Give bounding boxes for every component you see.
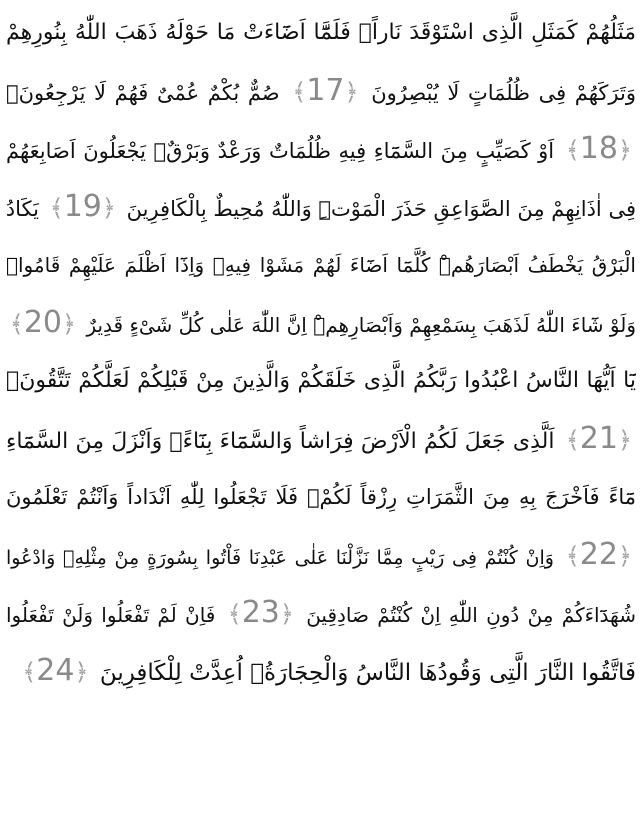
verse-text: فَاتَّقُوا النَّارَ الَّتِى وَقُودُهَا النَّاسُ وَالْحِجَارَةُۚ اُعِدَّتْ لِلْكَافِرِينَ — [99, 660, 636, 686]
text-line-5 — [6, 236, 636, 294]
text-line-8 — [6, 410, 636, 468]
verse-text: يَكَادُ — [6, 197, 39, 221]
verse-number-marker — [18, 642, 92, 700]
text-line-2 — [6, 62, 636, 120]
verse-text: صُمٌّ بُكْمٌ عُمْىٌ فَهُمْ لَا يَرْجِعُونَۙ — [6, 81, 280, 105]
ornament-left-icon: ﴾ — [9, 310, 24, 338]
text-line-6 — [6, 294, 636, 352]
verse-number: 21 — [579, 421, 618, 456]
verse-text: وَتَرَكَهُمْ فِى ظُلُمَاتٍ لَا يُبْصِرُونَ — [371, 81, 636, 105]
verse-number: 23 — [241, 595, 280, 630]
text-line-7 — [6, 352, 636, 410]
ornament-left-icon: ﴾ — [565, 426, 580, 454]
verse-text: اَوْ كَصَيِّبٍ مِنَ السَّمَٓاءِ فِيهِ ظُلُمَاتٌ وَرَعْدٌ وَبَرْقٌۚ يَجْعَلُونَ اَصَابِعَهُمْ — [6, 139, 555, 163]
ornament-right-icon: ﴿ — [62, 310, 77, 338]
verse-text: وَلَوْ شَٓاءَ اللّٰهُ لَذَهَبَ بِسَمْعِهِمْ وَاَبْصَارِهِمْۜ اِنَّ اللّٰهَ عَلٰى كُلِّ شَیْءٍ قَدِيرٌ — [86, 313, 636, 337]
verse-text: وَاِنْ كُنْتُمْ فِى رَيْبٍ مِمَّا نَزَّلْنَا عَلٰى عَبْدِنَا فَاْتُوا بِسُورَةٍ مِنْ مِثْلِهِۖ وَادْعُوا — [6, 547, 554, 569]
text-line-10 — [6, 526, 636, 584]
ornament-right-icon: ﴿ — [344, 78, 359, 106]
verse-text: اَلَّذِى جَعَلَ لَكُمُ الْاَرْضَ فِرَاشاً وَالسَّمَٓاءَ بِنَٓاءًۖ وَاَنْزَلَ مِنَ السَّمَٓاءِ — [6, 429, 555, 454]
ornament-right-icon: ﴿ — [74, 658, 89, 686]
verse-number-marker — [562, 120, 636, 178]
verse-number-marker — [46, 178, 120, 236]
verse-number-marker — [224, 584, 298, 642]
ornament-left-icon: ﴾ — [565, 136, 580, 164]
ornament-right-icon: ﴿ — [617, 542, 632, 570]
ornament-right-icon: ﴿ — [279, 600, 294, 628]
verse-text: مَثَلُهُمْ كَمَثَلِ الَّذِى اسْتَوْقَدَ نَاراًۚ فَلَمَّٓا اَضَٓاءَتْ مَا حَوْلَهُ ذَهَبَ اللّٰهُ بِنُورِهِمْ — [6, 20, 636, 45]
ornament-left-icon: ﴾ — [22, 658, 37, 686]
text-line-9 — [6, 468, 636, 526]
verse-text: شُهَدَٓاءَكُمْ مِنْ دُونِ اللّٰهِ اِنْ كُنْتُمْ صَادِقِينَ — [306, 603, 636, 627]
verse-text: الْبَرْقُ يَخْطَفُ اَبْصَارَهُمْۜ كُلَّمَٓا اَضَٓاءَ لَهُمْ مَشَوْا فِيهِۙ وَاِذَٓا اَظْلَمَ عَلَيْهِمْ قَامُواۜ — [6, 253, 636, 277]
ornament-right-icon: ﴿ — [617, 426, 632, 454]
verse-text: مَٓاءً فَاَخْرَجَ بِهِ مِنَ الثَّمَرَاتِ رِزْقاً لَكُمْۚ فَلَا تَجْعَلُوا لِلّٰهِ اَنْدَاداً وَاَنْتُمْ تَعْلَمُونَ — [6, 485, 636, 509]
verse-number-marker — [562, 410, 636, 468]
ornament-right-icon: ﴿ — [617, 136, 632, 164]
text-line-4 — [6, 178, 636, 236]
ornament-left-icon: ﴾ — [49, 194, 64, 222]
verse-number: 24 — [36, 653, 75, 688]
text-line-1 — [6, 4, 636, 62]
verse-number: 19 — [63, 189, 102, 224]
ornament-left-icon: ﴾ — [565, 542, 580, 570]
ornament-right-icon: ﴿ — [101, 194, 116, 222]
text-line-11 — [6, 584, 636, 642]
verse-number: 22 — [579, 537, 618, 572]
verse-number: 17 — [306, 73, 345, 108]
verse-number: 20 — [23, 305, 63, 340]
ornament-left-icon: ﴾ — [292, 78, 307, 106]
verse-text: فِى اٰذَانِهِمْ مِنَ الصَّوَاعِقِ حَذَرَ الْمَوْتِۜ وَاللّٰهُ مُحِيطٌ بِالْكَافِرِينَ — [126, 197, 636, 221]
verse-text: فَاِنْ لَمْ تَفْعَلُوا وَلَنْ تَفْعَلُوا — [6, 603, 216, 627]
verse-number-marker — [6, 294, 80, 352]
verse-number-marker — [288, 62, 362, 120]
text-line-3 — [6, 120, 636, 178]
verse-number-marker — [562, 526, 636, 584]
verse-text: يَٓا اَيُّهَا النَّاسُ اعْبُدُوا رَبَّكُمُ الَّذِى خَلَقَكُمْ وَالَّذِينَ مِنْ قَبْلِكُمْ لَعَلَّكُمْ تَتَّقُونَۙ — [6, 368, 636, 393]
text-line-12 — [6, 642, 636, 700]
verse-number: 18 — [579, 131, 618, 166]
ornament-left-icon: ﴾ — [227, 600, 242, 628]
